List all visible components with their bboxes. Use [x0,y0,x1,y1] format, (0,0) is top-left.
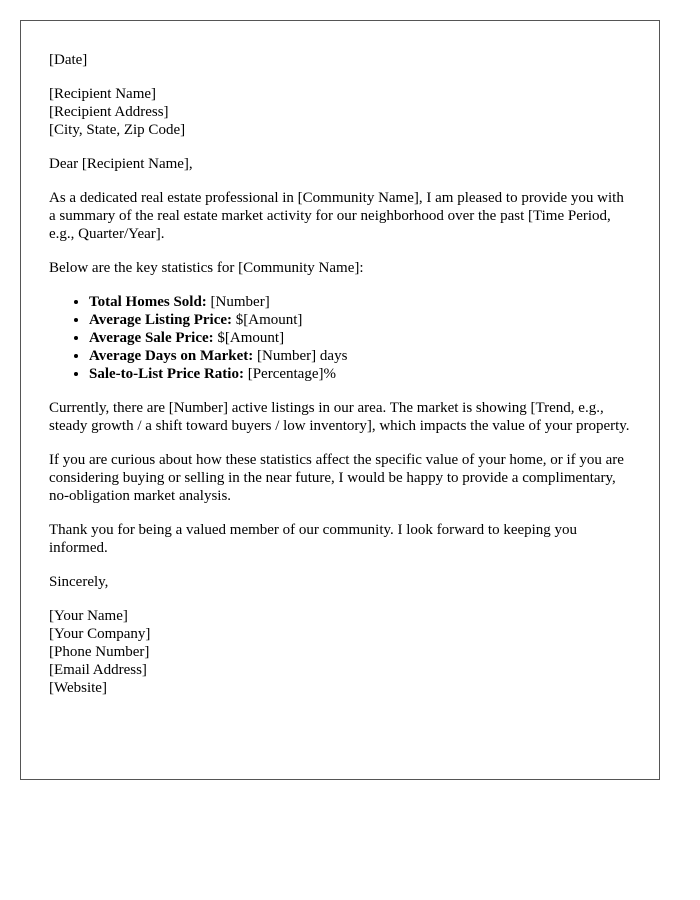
stat-item-average-listing-price [89,311,631,329]
intro-paragraph: As a dedicated real estate professional in [Community Name], I am pleased to provide you with a summary of the real estate market activity for our neighborhood over the past [Time Period, e.g., Quarter/Year]. [49,190,624,242]
sender-name: [Your Name] [49,608,128,624]
offer-paragraph: If you are curious about how these statistics affect the specific value of your home, or if you are considering buying or selling in the near future, I would be happy to provide a complimentary, no-obligation market analysis. [49,452,624,504]
stat-item-average-sale-price [89,329,631,347]
stat-item-sale-to-list-ratio [89,365,631,383]
sender-phone: [Phone Number] [49,644,150,660]
recipient-name: [Recipient Name] [49,86,157,102]
recipient-city-state-zip: [City, State, Zip Code] [49,122,186,138]
signature-block [49,607,631,697]
salutation: Dear [Recipient Name], [49,156,193,172]
stat-item-total-homes-sold [89,293,631,311]
recipient-address: [Recipient Address] [49,104,169,120]
stats-list [49,293,631,383]
stat-label: Total Homes Sold: [89,294,207,310]
stat-label: Sale-to-List Price Ratio: [89,366,244,382]
market-paragraph: Currently, there are [Number] active listings in our area. The market is showing [Trend, e.g., steady growth / a shift toward buyers / low inventory], which impacts the value of your property. [49,400,630,434]
stat-value: [Percentage]% [243,366,336,382]
closing: Sincerely, [49,574,109,590]
sender-website: [Website] [49,680,107,696]
letter-page [20,20,660,780]
stat-value: $[Amount] [213,330,285,346]
thanks-paragraph: Thank you for being a valued member of our community. I look forward to keeping you informed. [49,522,578,556]
stat-label: Average Listing Price: [89,312,233,328]
recipient-block [49,85,631,139]
stat-value: [Number] [206,294,270,310]
stats-intro: Below are the key statistics for [Community Name]: [49,260,364,276]
stat-label: Average Days on Market: [89,348,254,364]
stat-value: [Number] days [253,348,348,364]
sender-email: [Email Address] [49,662,147,678]
letter-date: [Date] [49,52,88,68]
stat-item-average-days-on-market [89,347,631,365]
sender-company: [Your Company] [49,626,151,642]
stat-value: $[Amount] [232,312,303,328]
stat-label: Average Sale Price: [89,330,214,346]
